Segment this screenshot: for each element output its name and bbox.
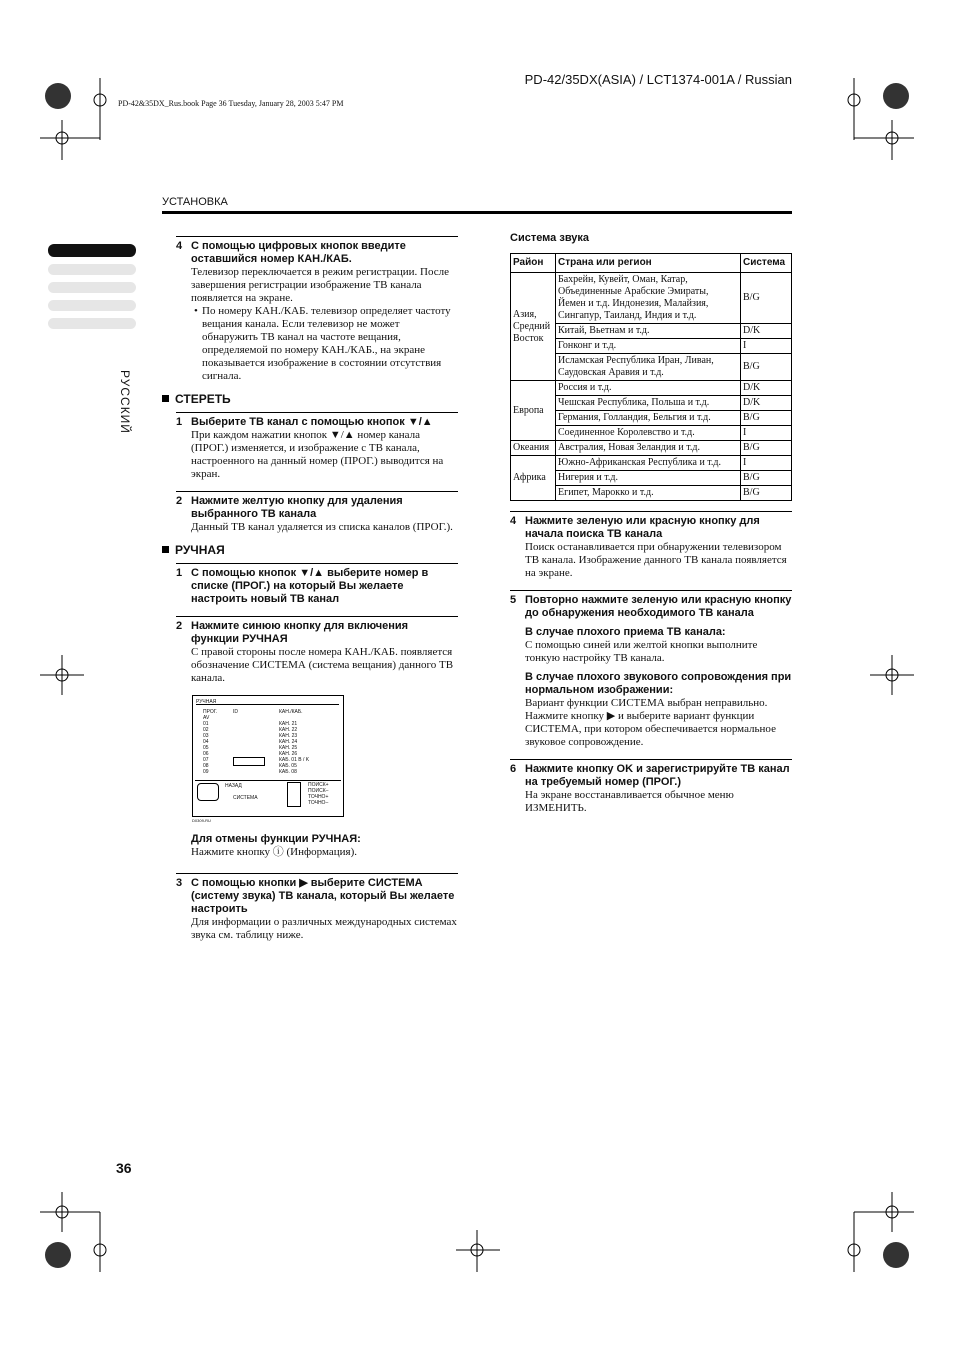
table-title: Система звука: [510, 232, 590, 244]
screen-kan: КАН. 24: [279, 739, 298, 745]
screen-prog: 04: [203, 739, 209, 745]
erase-step-1: 1 Выберите ТВ канал с помощью кнопок ▼/▲ При каждом нажатии кнопок ▼/▲ номер канала (ПРОГ.) изменяется, и изображение с ТВ канала, настроенного на данный номер (ПРОГ.) выводится на экран.: [176, 412, 458, 481]
table-row: [511, 381, 792, 396]
language-label: РУССКИЙ: [118, 370, 132, 434]
section-title: УСТАНОВКА: [162, 196, 228, 208]
country-cell: Исламская Республика Иран, Ливан, Саудовская Аравия и т.д.: [556, 354, 741, 381]
system-cell: B/G: [741, 486, 792, 501]
screen-prog: 02: [203, 727, 209, 733]
system-cell: B/G: [741, 471, 792, 486]
system-cell: D/K: [741, 381, 792, 396]
language-tabs: [48, 244, 136, 336]
tab: [48, 300, 136, 311]
screen-prog: 07: [203, 757, 209, 763]
screen-kan: КАН. 26: [279, 751, 298, 757]
book-info-line: PD-42&35DX_Rus.book Page 36 Tuesday, January 28, 2003 5:47 PM: [118, 99, 344, 108]
country-cell: Китай, Вьетнам и т.д.: [556, 324, 741, 339]
system-cell: B/G: [741, 441, 792, 456]
screen-kan: КАБ. 01 B / K: [279, 757, 310, 763]
country-cell: Россия и т.д.: [556, 381, 741, 396]
screen-kan: КАН. 22: [279, 727, 298, 733]
country-cell: Гонконг и т.д.: [556, 339, 741, 354]
system-cell: B/G: [741, 354, 792, 381]
manual-step-1: 1 С помощью кнопок ▼/▲ выберите номер в списке (ПРОГ.) на который Вы желаете настроить новый ТВ канал: [176, 563, 458, 606]
system-cell: B/G: [741, 273, 792, 324]
screen-kan: КАБ. 08: [279, 769, 297, 775]
screen-prog: 01: [203, 721, 209, 727]
system-cell: I: [741, 456, 792, 471]
manual-screen-illustration: РУЧНАЯ ПРОГ. ID КАН./КАБ. AV 01 02 03 04 05 06 07 08 09 КАН. 21 КАН. 22 КАН. 23 КАН. 24 КАН. 25 КАН. 26 КАБ. 01 B / K КАБ. 05 КАБ. 08 НАЗАД СИСТЕМА ПОИСК+ ПОИСК– ТОЧНО+ ТОЧНО– D0309-RU: [192, 695, 344, 817]
col-header-country: Страна или регион: [556, 254, 741, 273]
screen-kan: КАБ. 05: [279, 763, 297, 769]
step-4: 4 С помощью цифровых кнопок введите оставшийся номер КАН./КАБ. Телевизор переключается в режим регистрации. После завершения регистрации изображение ТВ канала появляется на экране. • По номеру КАН./КАБ. телевизор определяет частоту вещания канала. Если телевизор не может обнаружить ТВ канал на частоте вещания, определяемой по номеру КАН./КАБ., на экране показывается изображение в состоянии отсутствия сигнала.: [176, 236, 458, 383]
manual-step-2: 2 Нажмите синюю кнопку для включения функции РУЧНАЯ С правой стороны после номера КАН./КАБ. появляется обозначение СИСТЕМА (система вещания) данного ТВ канала. РУЧНАЯ ПРОГ. ID КАН./КАБ. AV 01 02 03 04 05 06 07 08 09 КАН. 21 КАН. 22 КАН. 23 КАН. 24 КАН. 25 КАН. 26 КАБ. 01 B / K КАБ. 05 КАБ. 08 НАЗАД СИСТЕМА ПОИСК+ ПОИСК– ТОЧНО+ ТОЧНО– D0309-RU: [176, 616, 458, 817]
sound-system-table: [510, 253, 792, 501]
country-cell: Южно-Африканская Республика и т.д.: [556, 456, 741, 471]
system-cell: D/K: [741, 324, 792, 339]
system-cell: I: [741, 426, 792, 441]
left-column: [176, 236, 458, 952]
screen-prog: AV: [203, 715, 210, 721]
manual-step-3: 3 С помощью кнопки ▶ выберите СИСТЕМА (систему звука) ТВ канала, который Вы желаете настроить Для информации о различных международных системах звука см. таблицу ниже.: [176, 873, 458, 942]
country-cell: Бахрейн, Кувейт, Оман, Катар, Объединенные Арабские Эмираты, Йемен и т.д. Индонезия, Малайзия, Сингапур, Таиланд, Индия и т.д.: [556, 273, 741, 324]
screen-prog: 06: [203, 751, 209, 757]
screen-kan: КАН. 21: [279, 721, 298, 727]
country-cell: Чешская Республика, Польша и т.д.: [556, 396, 741, 411]
region-cell: Азия, Средний Восток: [511, 273, 556, 381]
tab: [48, 318, 136, 329]
step-4-search: 4 Нажмите зеленую или красную кнопку для начала поиска ТВ канала Поиск останавливается при обнаружении телевизором ТВ канала. Изображение данного ТВ канала появляется на экране.: [510, 511, 792, 580]
country-cell: Германия, Голландия, Бельгия и т.д.: [556, 411, 741, 426]
country-cell: Соединенное Королевство и т.д.: [556, 426, 741, 441]
step-5-repeat: 5 Повторно нажмите зеленую или красную кнопку до обнаружения необходимого ТВ канала В случае плохого приема ТВ канала: С помощью синей или желтой кнопки выполните тонкую настройку ТВ канала. В случае плохого звукового сопровождения при нормальном изображении: Вариант функции СИСТЕМА выбран неправильно. Нажмите кнопку ▶ и выберите вариант функции СИСТЕМА, при котором обеспечивается нормальное звуковое сопровождение.: [510, 590, 792, 749]
system-cell: D/K: [741, 396, 792, 411]
cancel-note: Для отмены функции РУЧНАЯ: Нажмите кнопку ⓘ (Информация).: [191, 833, 361, 858]
region-cell: Океания: [511, 441, 556, 456]
erase-step-2: 2 Нажмите желтую кнопку для удаления выбранного ТВ канала Данный ТВ канал удаляется из списка каналов (ПРОГ.).: [176, 491, 458, 534]
right-column: [510, 232, 792, 825]
tab: [48, 282, 136, 293]
table-row: [511, 441, 792, 456]
col-header-system: Система: [741, 254, 792, 273]
country-cell: Египет, Марокко и т.д.: [556, 486, 741, 501]
system-cell: I: [741, 339, 792, 354]
tab-active: [48, 244, 136, 257]
manual-title: РУЧНАЯ: [162, 544, 458, 557]
screen-prog: 08: [203, 763, 209, 769]
screen-kan: КАН. 23: [279, 733, 298, 739]
region-cell: Африка: [511, 456, 556, 501]
region-cell: Европа: [511, 381, 556, 441]
col-header-region: Район: [511, 254, 556, 273]
country-cell: Нигерия и т.д.: [556, 471, 741, 486]
screen-prog: 05: [203, 745, 209, 751]
step-6-register: 6 Нажмите кнопку OK и зарегистрируйте ТВ канал на требуемый номер (ПРОГ.) На экране восстанавливается обычное меню ИЗМЕНИТЬ.: [510, 759, 792, 815]
screen-prog: 03: [203, 733, 209, 739]
country-cell: Австралия, Новая Зеландия и т.д.: [556, 441, 741, 456]
table-row: [511, 456, 792, 471]
tab: [48, 264, 136, 275]
screen-kan: КАН. 25: [279, 745, 298, 751]
table-row: [511, 273, 792, 324]
system-cell: B/G: [741, 411, 792, 426]
screen-prog: 09: [203, 769, 209, 775]
erase-title: СТЕРЕТЬ: [162, 393, 458, 406]
header-rule: [162, 211, 792, 214]
page-number: 36: [116, 1160, 132, 1176]
model-header: PD-42/35DX(ASIA) / LCT1374-001A / Russian: [524, 72, 792, 87]
